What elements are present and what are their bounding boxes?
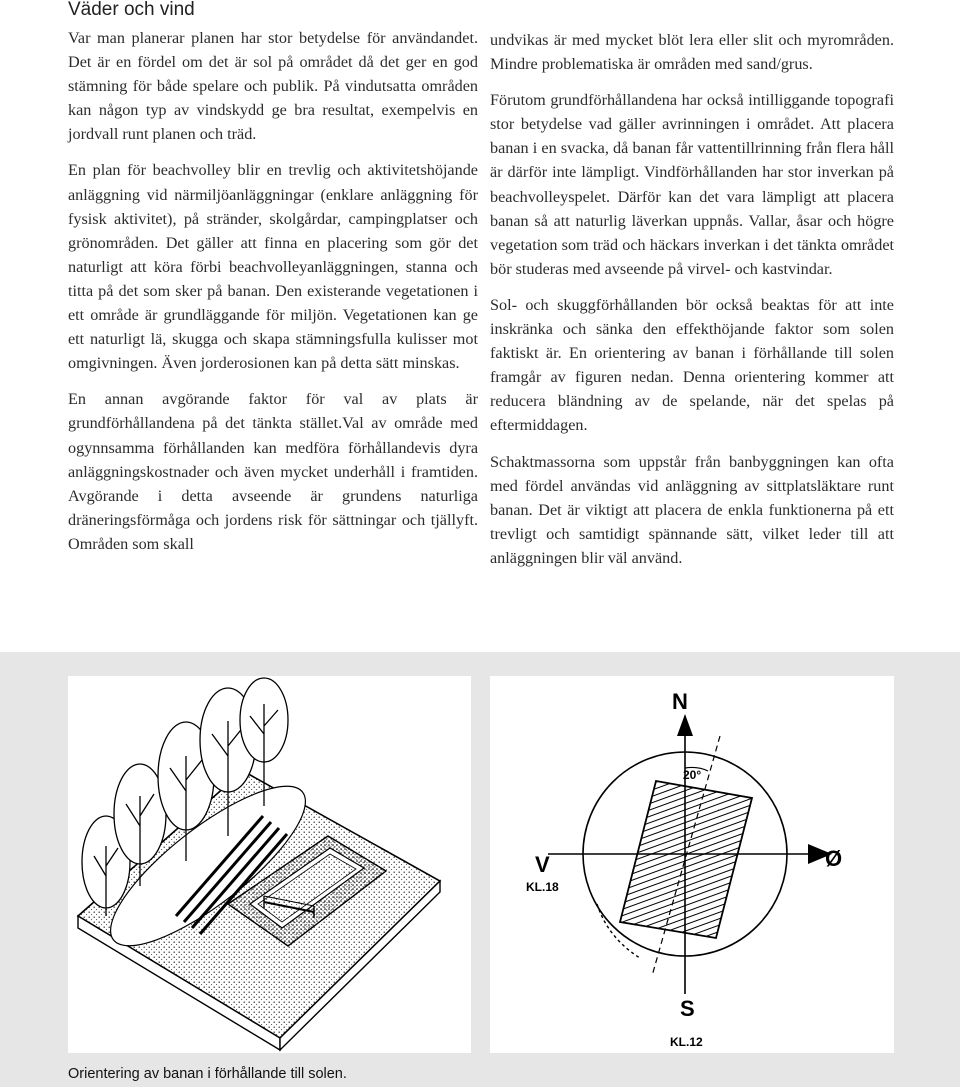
paragraph-topography: Förutom grundförhållandena har också intilliggande topografi stor betydelse vad gäller avrinningen i området. Att placera banan i en svacka, då banan får vattentillrinning från flera håll är därför inte lämpligt. Vindförhållanden har stor inverkan på beachvolleyspelet. Därför kan det vara lämpligt att placera banan så att naturlig läverkan uppnås. Vallar, åsar och högre vegetation som träd och häckars inverkan i det tänkta området bör studeras med avseende på virvel- och kastvindar. — [490, 91, 894, 278]
court-illustration — [68, 676, 471, 1053]
east-label: Ø — [825, 846, 843, 871]
paragraph-ground: En annan avgörande faktor för val av plats är grundförhållandena på det tänkta stället.Val av område med ogynnsamma förhållanden kan medföra förhållandevis dyra anläggningskostnader och även mycket underhåll i framtiden. Avgörande i detta avseende är grundens naturliga dräneringsförmåga och jordens risk för sättningar och tjällyft. Områden som skall — [68, 390, 478, 553]
left-text-column — [68, 26, 478, 556]
south-label: S — [680, 996, 695, 1021]
figure-caption: Orientering av banan i förhållande till solen. — [68, 1066, 347, 1082]
section-title: Väder och vind — [68, 0, 195, 20]
compass-diagram — [490, 676, 894, 1053]
angle-label: 20° — [683, 768, 702, 782]
west-time-label: KL.18 — [526, 880, 559, 894]
paragraph-placement: En plan för beachvolley blir en trevlig och aktivitetshöjande anläggning vid närmiljöanläggningar (enklare anläggning för fysisk aktivitet), på stränder, skolgårdar, campingplatser och grönområden. Det gäller att finna en placering som gör det naturligt att köra förbi beachvolleyanläggningen, stanna och titta på det som sker på banan. Den existerande vegetationen i ett område är grundläggande för miljön. Vegetationen kan ge ett naturligt lä, skugga och skapa stämningsfulla kulisser mot omgivningen. Även jorderosionen kan på detta sätt minskas. — [68, 161, 478, 373]
paragraph-clay: undvikas är med mycket blöt lera eller slit och myrområden. Mindre problematiska är områden med sand/grus. — [490, 31, 894, 74]
paragraph-excavation: Schaktmassorna som uppstår från banbyggningen kan ofta med fördel användas vid anläggning av sittplatsläktare runt banan. Det är viktigt att placera de enkla funktionerna på ett trevligt och samtidigt spännande sätt, vilket leder till att anläggningen blir väl använd. — [490, 452, 894, 567]
south-time-label: KL.12 — [670, 1035, 703, 1049]
paragraph-sun-shade: Sol- och skuggförhållanden bör också beaktas för att inte inskränka och sänka den effekthöjande faktor som solen faktiskt är. En orientering av banan i förhållande till solen framgår av figuren nedan. Denna orientering kommer att reducera bländning av de spelande, när det spelas på eftermiddagen. — [490, 295, 894, 435]
north-arrow — [677, 714, 693, 736]
north-label: N — [672, 689, 688, 714]
right-text-column — [490, 28, 894, 570]
court-rectangle — [620, 781, 752, 938]
west-label: V — [535, 852, 550, 877]
paragraph-weather: Var man planerar planen har stor betydelse för användandet. Det är en fördel om det är sol på området då det ger en god stämning för både spelare och publik. På vindutsatta områden kan någon typ av vindskydd ge bra resultat, exempelvis en jordvall runt planen och träd. — [68, 29, 478, 144]
